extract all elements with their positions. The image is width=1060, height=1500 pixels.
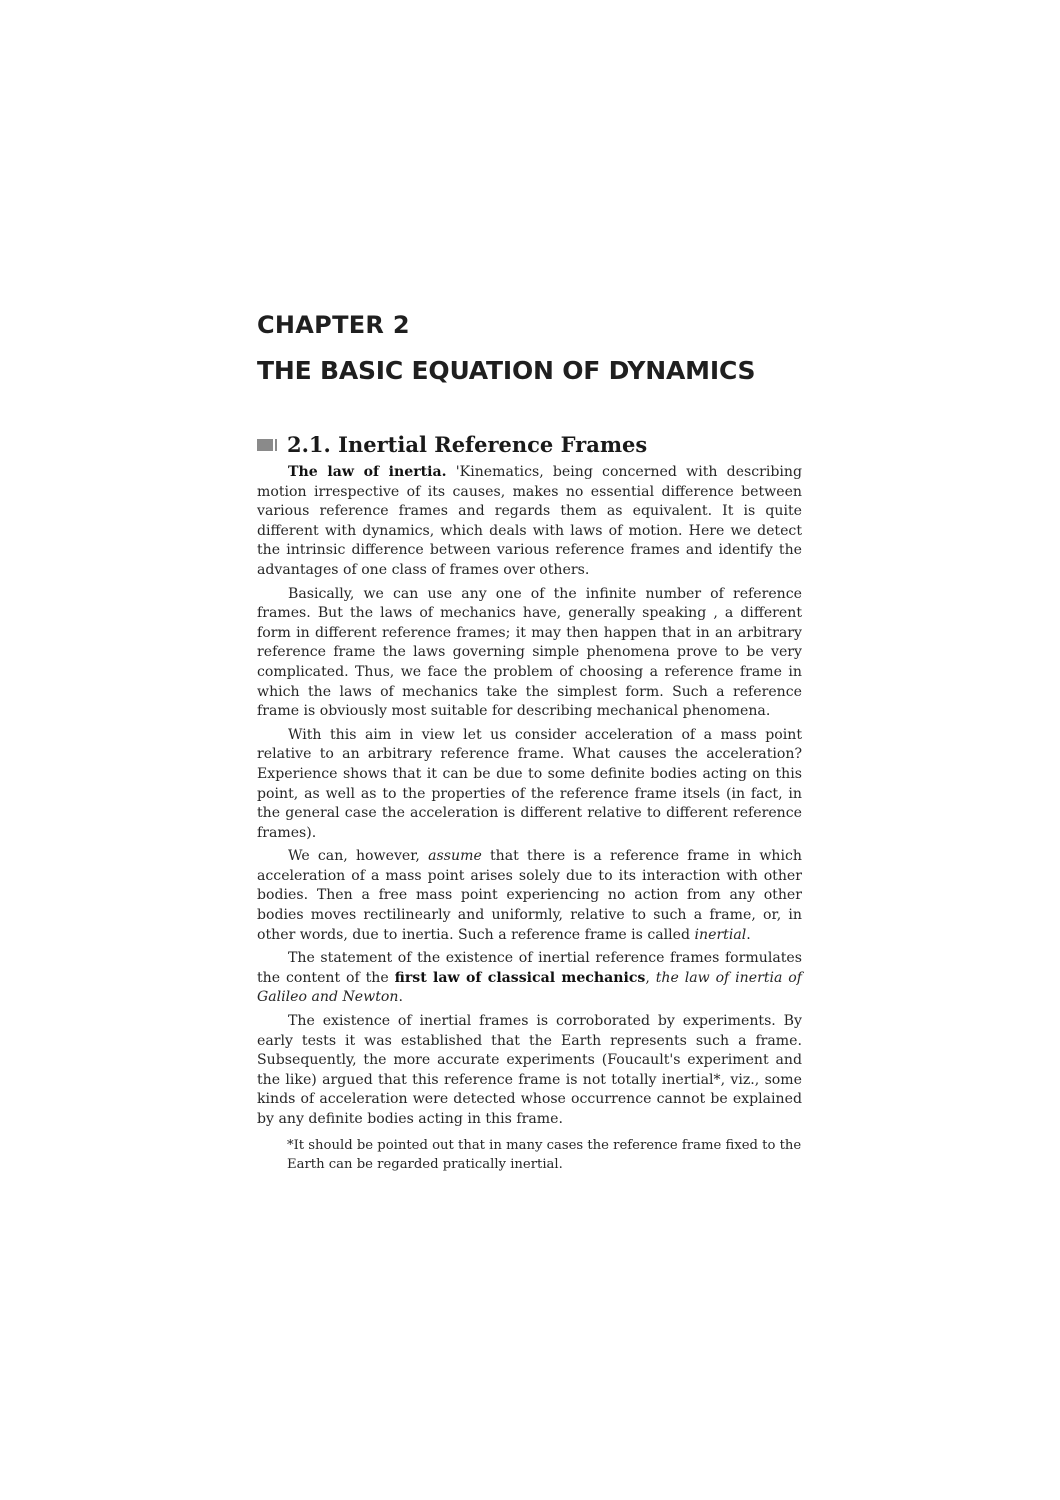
paragraph-4-text-c: . [746, 926, 751, 943]
body-text [257, 463, 802, 1174]
paragraph-1-text: 'Kinematics, being concerned with describing motion irrespective of its causes, makes no essential difference between various reference frames and regards them as equivalent. It is quite different with dynamics, which deals with laws of motion. Here we detect the intrinsic difference between various reference frames and identify the advantages of one class of frames over others. [257, 464, 803, 578]
section-marker-icon [257, 439, 277, 451]
paragraph-5-text-c: . [398, 989, 403, 1006]
paragraph-5 [257, 949, 802, 1008]
paragraph-5-italic: the law of inertia of Galileo and Newton [257, 969, 802, 1006]
paragraph-4 [257, 847, 802, 945]
paragraph-2: Basically, we can use any one of the infinite number of reference frames. But the laws of mechanics have, generally speaking , a different form in different reference frames; it may then happen that in an arbitrary reference frame the laws governing simple phenomena prove to be very complicated. Thus, we face the problem of choosing a reference frame in which the laws of mechanics take the simplest form. Such a reference frame is obviously most suitable for describing mechanical phenomena. [257, 585, 802, 720]
paragraph-5-text-a: The statement of the existence of inertial reference frames formulates the content of the [257, 950, 802, 986]
paragraph-1-lead: The law of inertia. [288, 464, 447, 480]
paragraph-4-italic-inertial: inertial [694, 926, 747, 943]
footnote: *It should be pointed out that in many cases the reference frame fixed to the Earth can be regarded pratically inertial. [287, 1137, 802, 1172]
paragraph-5-bold: first law of classical mechanics [394, 969, 646, 986]
paragraph-6: The existence of inertial frames is corroborated by experiments. By early tests it was established that the Earth represents such a frame. Subsequently, the more accurate experiments (Foucault's experiment and the like) argued that this reference frame is not totally inertial*, viz., some kinds of acceleration were detected whose occurrence cannot be explained by any definite bodies acting in this frame. [257, 1013, 802, 1127]
paragraph-3: With this aim in view let us consider acceleration of a mass point relative to an arbitrary reference frame. What causes the acceleration? Experience shows that it can be due to some definite bodies acting on this point, as well as to the properties of the reference frame itsels (in fact, in the general case the acceleration is different relative to different reference frames). [257, 726, 802, 841]
paragraph-1 [257, 463, 802, 581]
section-heading [257, 429, 647, 461]
chapter-label: CHAPTER 2 [257, 311, 410, 339]
section-heading-text: 2.1. Inertial Reference Frames [287, 432, 648, 457]
paragraph-4-italic-assume: assume [428, 848, 482, 865]
chapter-title: THE BASIC EQUATION OF DYNAMICS [257, 356, 756, 385]
paragraph-4-text-b: that there is a reference frame in which acceleration of a mass point arises solely due to its interaction with other bodies. Then a free mass point experiencing no action from any other bodies moves rectilinearly and uniformly, relative to such a frame, or, in other words, due to inertia. Such a reference frame is called [257, 848, 802, 943]
paragraph-5-text-b: , [645, 969, 656, 986]
paragraph-4-text-a: We can, however, [288, 848, 429, 865]
